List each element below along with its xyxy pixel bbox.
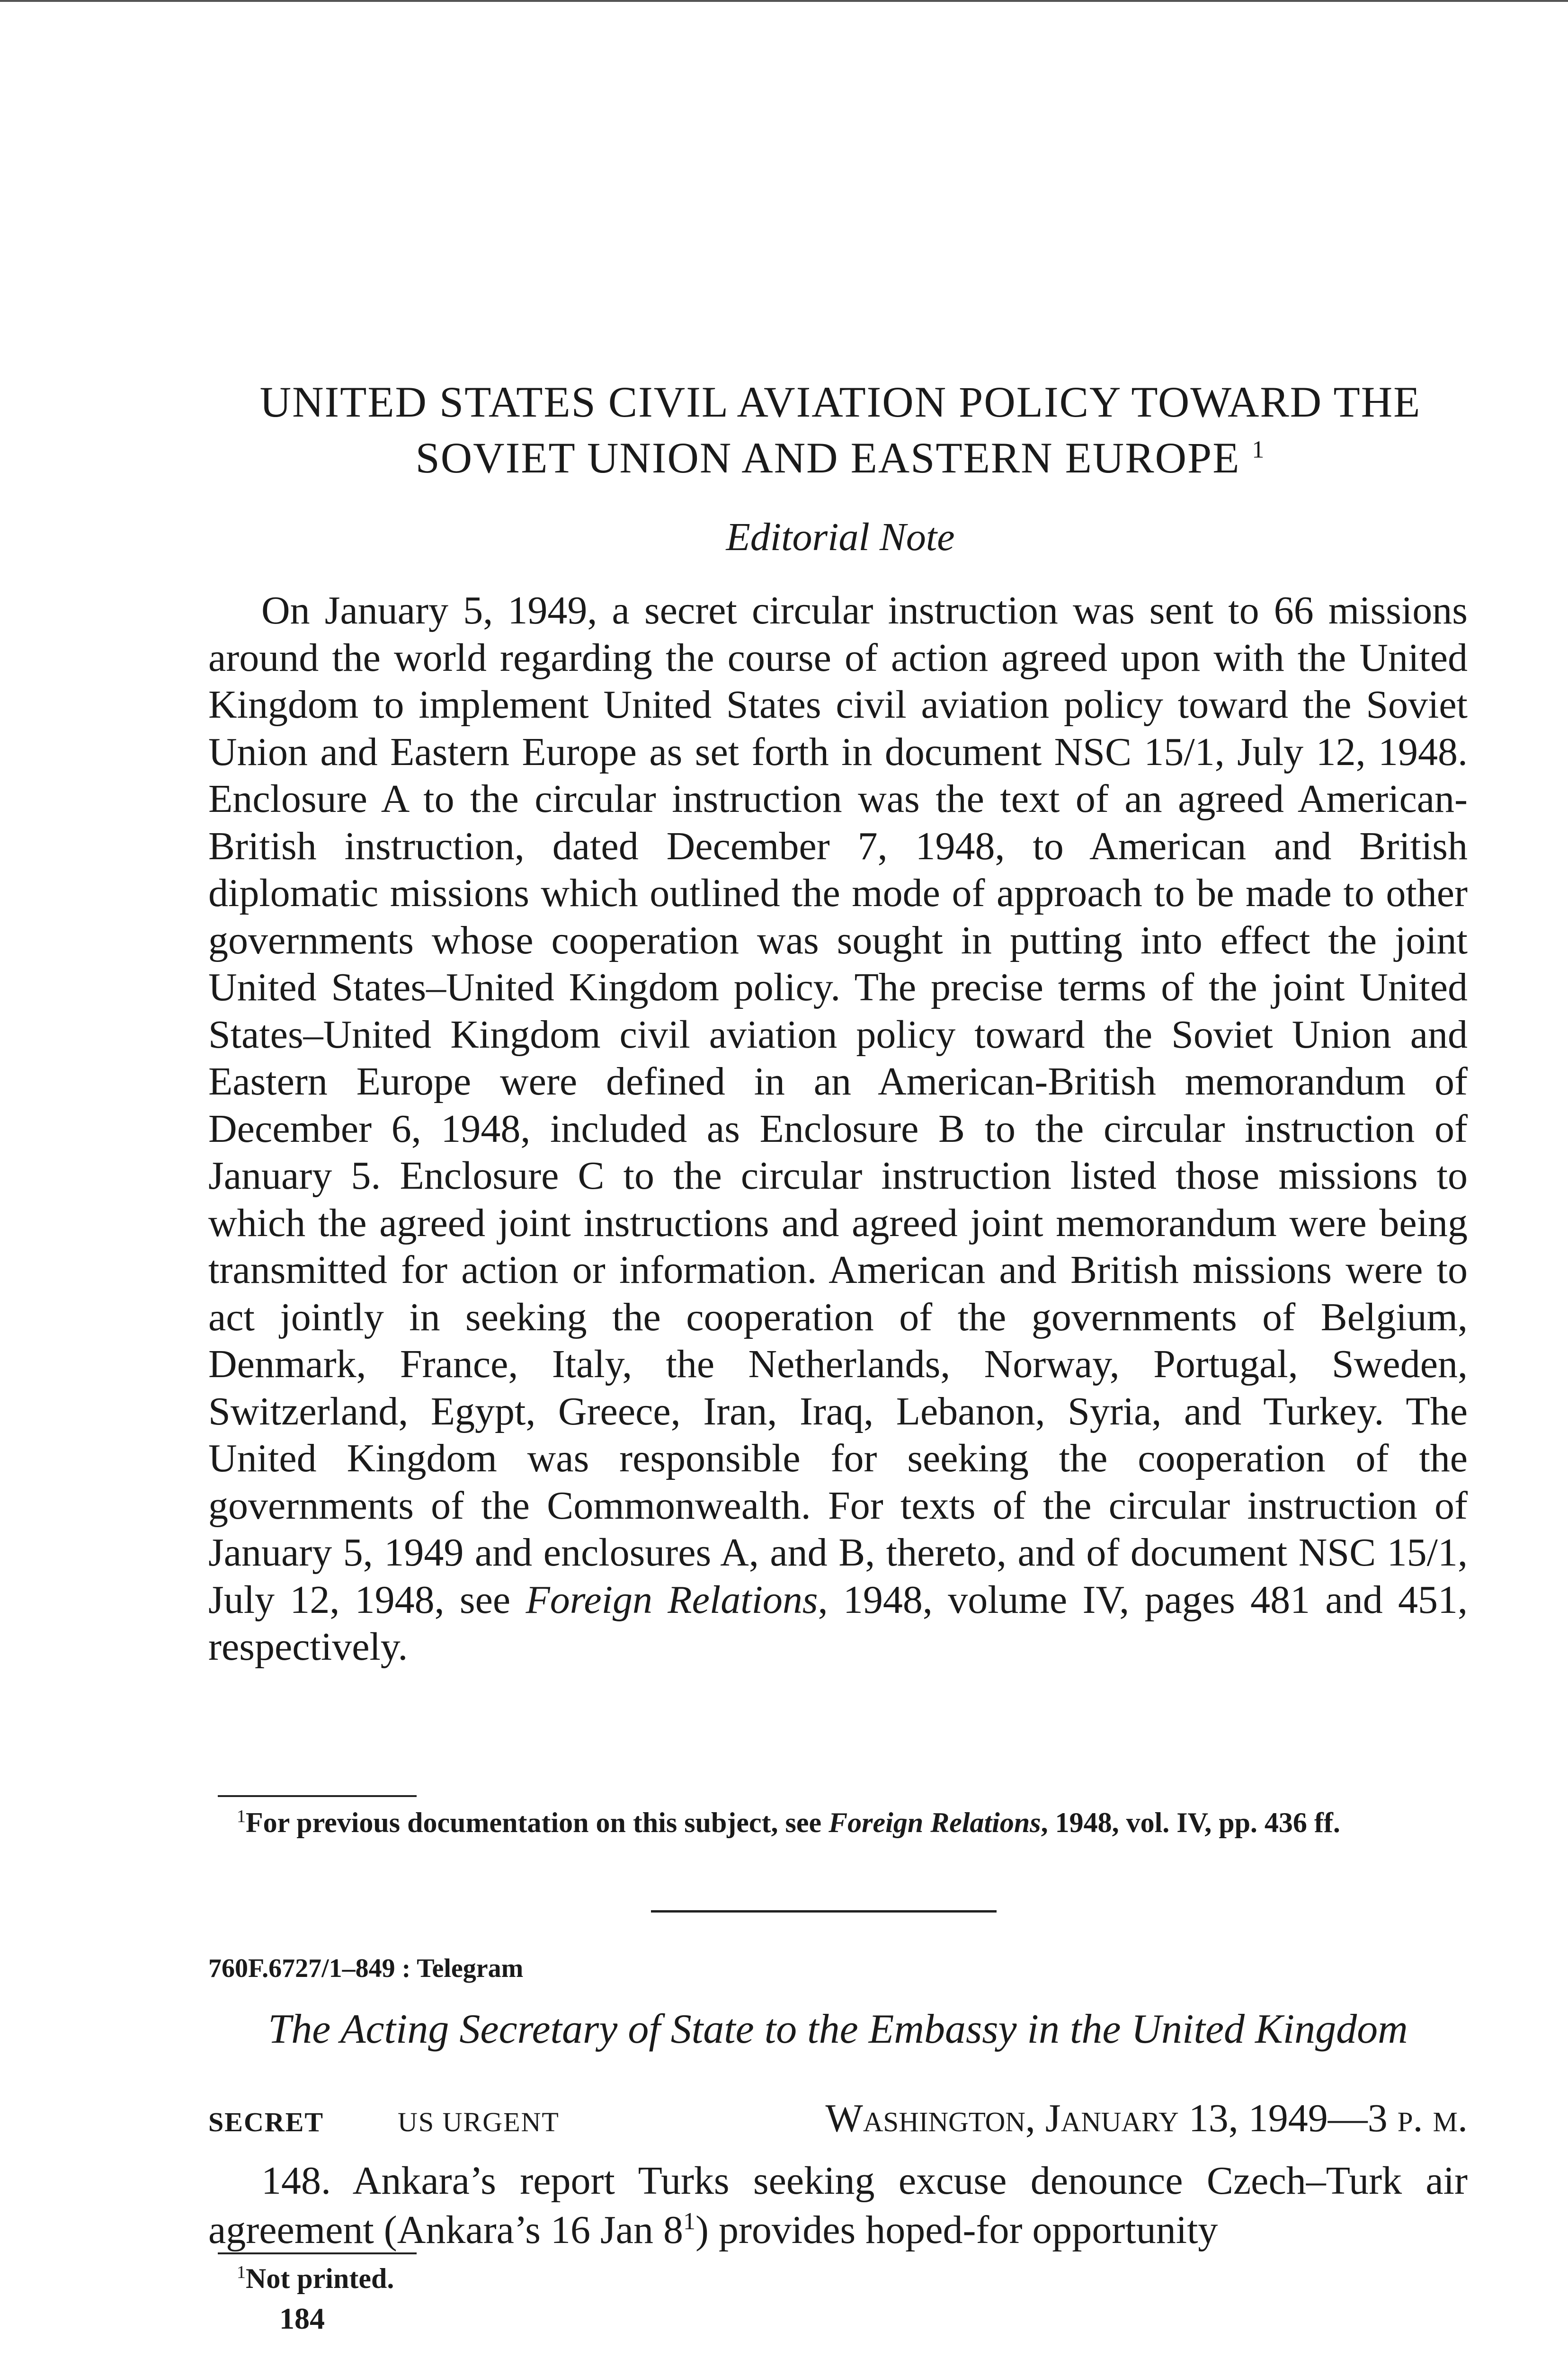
place-date-line: Washington, January 13, 1949—3 p. m. — [825, 2096, 1468, 2140]
telegram-paragraph-end: ) provides hoped-for opportunity — [695, 2208, 1218, 2252]
telegram-paragraph-start: 148. Ankara’s report Turks seeking excuse denounce Czech–Turk air agreement (Ankara’s 16 Jan 8 — [208, 2159, 1468, 2252]
classification-label: SECRET — [208, 2107, 324, 2137]
telegram-paragraph — [208, 2156, 1468, 2255]
title-footnote-marker: 1 — [1252, 436, 1265, 463]
footnote-1-text: For previous documentation on this subject, see — [246, 1807, 822, 1838]
title-text: UNITED STATES CIVIL AVIATION POLICY TOWARD THE SOVIET UNION AND EASTERN EUROPE — [259, 378, 1421, 482]
page-number: 184 — [279, 2302, 325, 2335]
footnote-1-marker: 1 — [237, 1806, 246, 1826]
footnote-1-ref-title: Foreign Relations — [829, 1807, 1041, 1838]
precedence-label: US URGENT — [398, 2107, 560, 2137]
footnote-2-text: Not printed. — [246, 2263, 394, 2294]
editorial-note-body: On January 5, 1949, a secret circular instruction was sent to 66 missions around the world regarding the course of action agreed upon with the United Kingdom to implement United States civil aviation policy toward the Soviet Union and Eastern Europe as set forth in document NSC 15/1, July 12, 1948. Enclosure A to the circular instruction was the text of an agreed American-British instruction, dated December 7, 1948, to American and British diplomatic missions which outlined the mode of approach to be made to other governments whose cooperation was sought in putting into effect the joint United States–United Kingdom policy. The precise terms of the joint United States–United Kingdom civil aviation policy toward the Soviet Union and Eastern Europe were defined in an American-British memorandum of December 6, 1948, included as Enclosure B to the circular instruction of January 5. Enclosure C to the circular instruction listed those missions to which the agreed joint instructions and agreed joint memorandum were being transmitted for action or information. American and British missions were to act jointly in seeking the cooperation of the governments of Belgium, Denmark, France, Italy, the Netherlands, Norway, Portugal, Sweden, Switzerland, Egypt, Greece, Iran, Iraq, Lebanon, Syria, and Turkey. The United Kingdom was responsible for seeking the cooperation of the governments of the Commonwealth. For texts of the circular instruction of January 5, 1949 and enclosures A, and B, thereto, and of document NSC 15/1, July 12, 1948, see — [208, 588, 1468, 1622]
document-meta-line — [208, 2092, 1468, 2145]
document-file-id: 760F.6727/1–849 : Telegram — [208, 1954, 524, 1983]
section-separator — [651, 1910, 997, 1913]
editorial-note-paragraph — [208, 587, 1468, 1671]
footnote-2-marker: 1 — [237, 2262, 246, 2282]
editorial-note-heading: Editorial Note — [726, 515, 955, 559]
editorial-note-ref-title: Foreign Relations — [526, 1577, 818, 1622]
footnote-rule-2 — [218, 2252, 417, 2254]
footnote-2 — [237, 2262, 394, 2295]
telegram-footnote-marker: 1 — [683, 2208, 695, 2235]
footnote-1 — [208, 1806, 1468, 1839]
document-heading: The Acting Secretary of State to the Embassy in the United Kingdom — [268, 2006, 1408, 2052]
footnote-1-tail: , 1948, vol. IV, pp. 436 ff. — [1041, 1807, 1340, 1838]
footnote-rule — [218, 1795, 417, 1797]
page-title — [189, 374, 1491, 486]
editorial-note-body-tail: , 1948, volume IV, pages 481 and 451, respectively. — [208, 1577, 1468, 1669]
